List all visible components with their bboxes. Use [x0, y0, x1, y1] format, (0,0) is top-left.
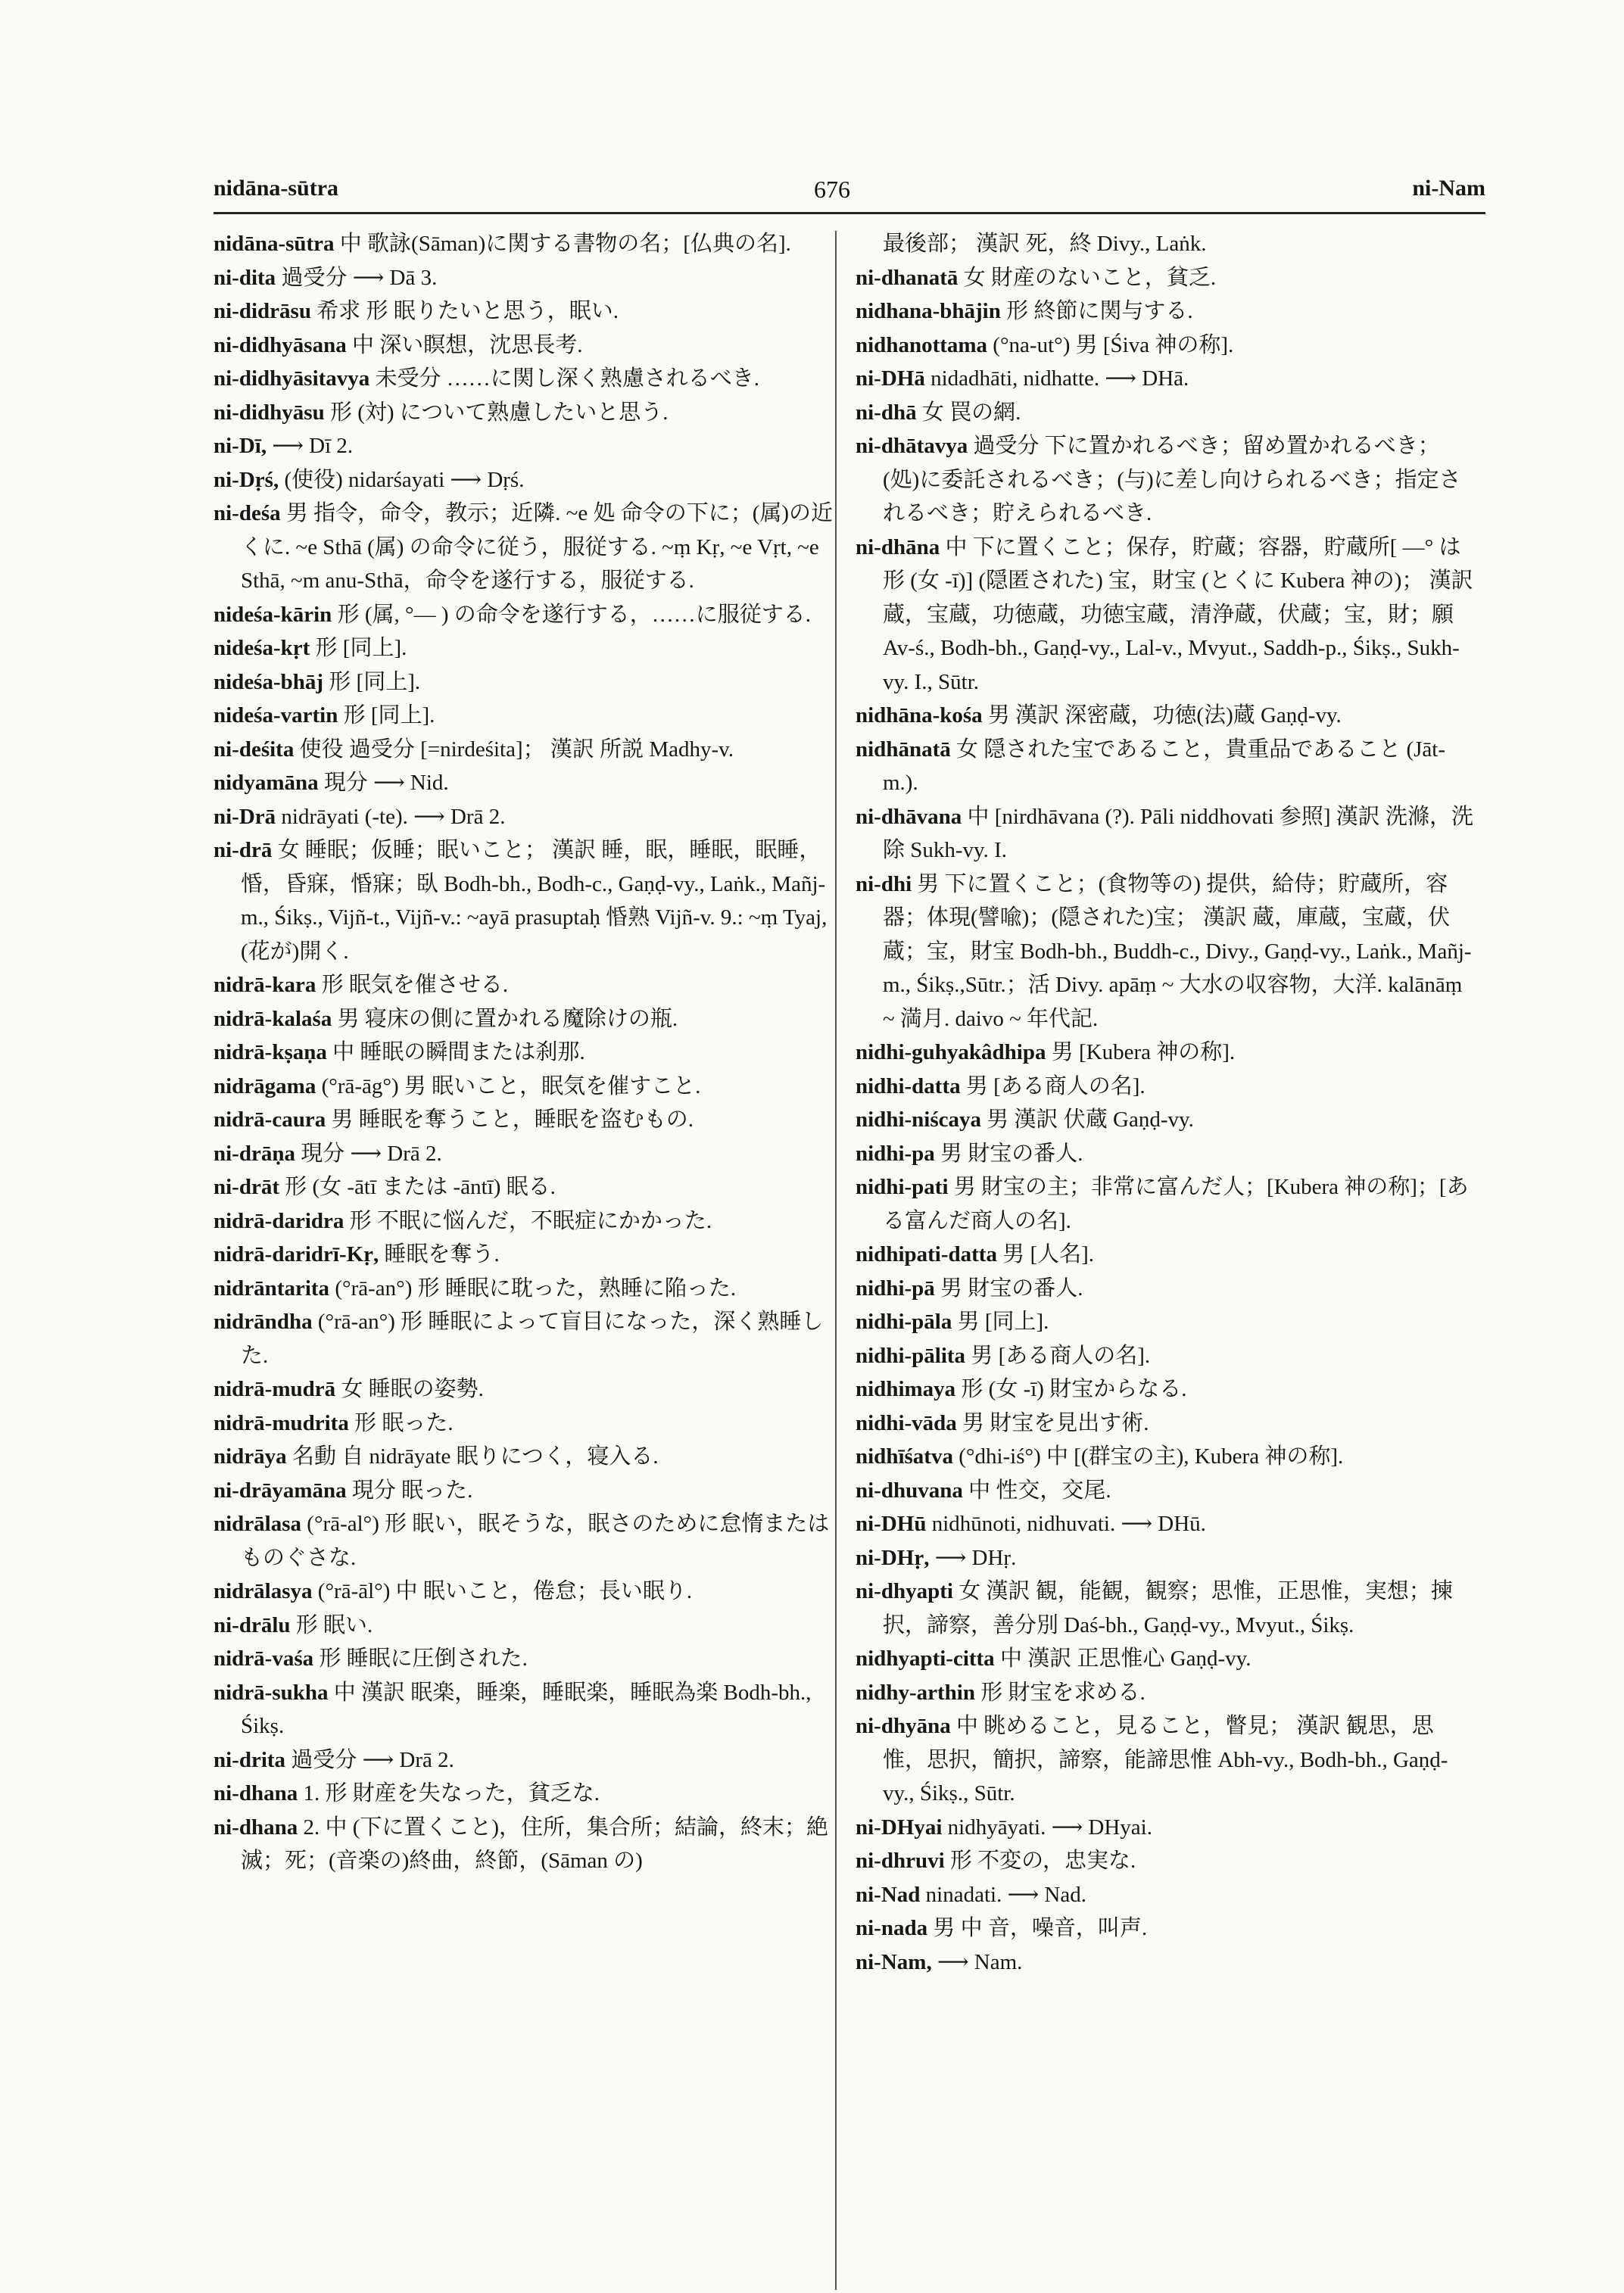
- entry-headword: nidhi-pālita: [856, 1343, 966, 1368]
- dictionary-entry: [214, 362, 834, 396]
- entry-definition: 形 不眠に悩んだ，不眠症にかかった.: [349, 1208, 712, 1233]
- right-column: [856, 227, 1476, 1979]
- entry-headword: ni-Dī,: [214, 434, 267, 458]
- entry-headword: ni-Nam,: [856, 1949, 932, 1974]
- entry-headword: nidrāndha: [214, 1310, 313, 1334]
- entry-headword: ni-didhyāsu: [214, 400, 325, 425]
- dictionary-entry: [856, 429, 1476, 531]
- dictionary-entry: [214, 1002, 834, 1036]
- dictionary-entry: [214, 1407, 834, 1441]
- entry-definition: ⟶ Dī 2.: [272, 434, 354, 458]
- entry-headword: ni-dhuvana: [856, 1478, 963, 1503]
- entry-definition: 名動 自 nidrāyate 眠りにつく，寝入る.: [291, 1444, 659, 1469]
- entry-definition: 女 漢訳 観，能観，観察；思惟，正思惟，実想；揀択，諦察，善分別 Daś-bh., Gaṇḍ-vy., Mvyut., Śikṣ.: [883, 1579, 1453, 1637]
- entry-definition: 現分 ⟶ Nid.: [323, 771, 449, 795]
- entry-headword: nidrālasya: [214, 1579, 313, 1603]
- entry-headword: ni-dhāna: [856, 534, 940, 559]
- entry-definition: (°rā-āl°) 中 眠いこと，倦怠；長い眠り.: [317, 1579, 693, 1603]
- entry-headword: nideśa-kārin: [214, 602, 332, 627]
- entry-headword: ni-dita: [214, 265, 276, 290]
- entry-definition: 男 [ある商人の名].: [965, 1073, 1146, 1098]
- entry-headword: nidhi-guhyakâdhipa: [856, 1040, 1046, 1064]
- dictionary-entry: [214, 598, 834, 632]
- entry-definition: (°dhi-iś°) 中 [(群宝の主), Kubera 神の称].: [959, 1444, 1344, 1469]
- dictionary-entry: [856, 1575, 1476, 1642]
- entry-headword: ni-drāt: [214, 1175, 279, 1199]
- dictionary-entry: [214, 800, 834, 834]
- entry-definition: 中 [nirdhāvana (?). Pāli niddhovati 参照] 漢訳 洗滌，洗除 Sukh-vy. I.: [883, 804, 1473, 862]
- entry-headword: nidrālasa: [214, 1512, 302, 1536]
- entry-headword: ni-Nad: [856, 1882, 921, 1907]
- entry-headword: nidhi-pa: [856, 1141, 935, 1166]
- dictionary-entry: [856, 294, 1476, 329]
- entry-definition: ninadati. ⟶ Nad.: [925, 1882, 1086, 1907]
- entry-headword: nideśa-bhāj: [214, 669, 324, 694]
- entry-definition: 女 財産のないこと，貧乏.: [963, 265, 1217, 290]
- dictionary-entry: [214, 1811, 834, 1878]
- entry-headword: ni-dhana: [214, 1781, 298, 1805]
- entry-headword: ni-Drā: [214, 804, 276, 829]
- entry-headword: ni-drā: [214, 838, 273, 862]
- entry-definition: nidadhāti, nidhatte. ⟶ DHā.: [930, 366, 1189, 391]
- entry-headword: nidhānatā: [856, 737, 951, 762]
- column-divider: [835, 231, 837, 2290]
- entry-headword: nidrā-mudrā: [214, 1377, 336, 1401]
- entry-definition: 希求 形 眠りたいと思う，眠い.: [316, 299, 619, 323]
- dictionary-entry: [214, 631, 834, 665]
- entry-definition: 男 財宝の番人.: [940, 1141, 1083, 1166]
- dictionary-entry: [856, 227, 1476, 261]
- dictionary-entry: [856, 868, 1476, 1036]
- entry-definition: 現分 眠った.: [351, 1478, 473, 1503]
- entry-headword: nidrā-kalaśa: [214, 1006, 332, 1031]
- entry-definition: 1. 形 財産を失なった，貧乏な.: [303, 1781, 600, 1805]
- entry-definition: (°rā-an°) 形 睡眠に耽った，熟睡に陥った.: [335, 1276, 737, 1301]
- dictionary-entry: [856, 396, 1476, 430]
- dictionary-entry: [214, 1372, 834, 1407]
- entry-headword: nidhipati-datta: [856, 1242, 997, 1266]
- entry-headword: nidhimaya: [856, 1377, 956, 1401]
- entry-definition: 男 漢訳 深密蔵，功徳(法)蔵 Gaṇḍ-vy.: [987, 703, 1342, 727]
- header-rule: [214, 212, 1485, 214]
- dictionary-entry: [856, 261, 1476, 295]
- dictionary-entry: [214, 463, 834, 497]
- entry-headword: ni-didhyāsitavya: [214, 366, 370, 391]
- entry-headword: nidrāgama: [214, 1073, 316, 1098]
- dictionary-entry: [214, 665, 834, 699]
- entry-definition: 中 眺めること，見ること，瞥見； 漢訳 観思，思惟，思択，簡択，諦察，能諦思惟 Abh-vy., Bodh-bh., Gaṇḍ-vy., Śikṣ., Sūtr.: [883, 1714, 1448, 1805]
- dictionary-entry: [856, 1103, 1476, 1137]
- entry-definition: 過受分 ⟶ Dā 3.: [281, 265, 438, 290]
- dictionary-entry: [214, 1609, 834, 1643]
- entry-headword: ni-dhā: [856, 400, 917, 425]
- entry-headword: nidhi-vāda: [856, 1410, 957, 1435]
- entry-definition: 中 歌詠(Sāman)に関する書物の名；[仏典の名].: [339, 232, 791, 256]
- left-column: [214, 227, 834, 1878]
- dictionary-entry: [214, 1777, 834, 1811]
- entry-headword: nidāna-sūtra: [214, 232, 335, 256]
- dictionary-entry: [856, 1709, 1476, 1811]
- dictionary-entry: [856, 1676, 1476, 1710]
- running-head-left: nidāna-sūtra: [214, 176, 339, 201]
- entry-headword: ni-DHū: [856, 1512, 927, 1536]
- entry-definition: 形 (女 -ātī または -āntī) 眠る.: [285, 1175, 556, 1199]
- entry-definition: 男 睡眠を奪うこと，睡眠を盗むもの.: [331, 1108, 694, 1132]
- entry-definition: 男 寝床の側に置かれる魔除けの瓶.: [337, 1006, 678, 1031]
- dictionary-entry: [214, 1507, 834, 1575]
- dictionary-entry: [214, 227, 834, 261]
- entry-definition: (°na-ut°) 男 [Śiva 神の称].: [993, 332, 1234, 357]
- entry-headword: nidrā-caura: [214, 1108, 326, 1132]
- dictionary-entry: [856, 1070, 1476, 1104]
- entry-definition: 中 性交，交尾.: [968, 1478, 1111, 1503]
- entry-definition: 男 下に置くこと；(食物等の) 提供，給侍；貯蔵所，容器；体現(譬喩)；(隠された)宝； 漢訳 蔵，庫蔵，宝蔵，伏蔵；宝，財宝 Bodh-bh., Buddh-c., Divy., Gaṇḍ-vy., Laṅk., Mañj-m., Śikṣ.,Sūtr.；活 Divy. apāṃ ~ 大水の収容物，大洋. kalānāṃ ~ 満月. daivo ~ 年代記.: [883, 871, 1472, 1031]
- dictionary-entry: [856, 1137, 1476, 1171]
- dictionary-entry: [214, 1676, 834, 1743]
- entry-headword: ni-nada: [856, 1916, 928, 1940]
- entry-headword: ni-deśita: [214, 737, 295, 762]
- entry-definition: 男 財宝の主；非常に富んだ人；[Kubera 神の称]；[ある富んだ商人の名].: [883, 1175, 1469, 1233]
- entry-headword: ni-DHā: [856, 366, 925, 391]
- entry-headword: ni-didhyāsana: [214, 332, 347, 357]
- dictionary-entry: [214, 1642, 834, 1676]
- dictionary-entry: [856, 1339, 1476, 1373]
- entry-headword: ni-didrāsu: [214, 299, 311, 323]
- entry-headword: ni-dhi: [856, 871, 912, 896]
- running-head-right: ni-Nam: [1412, 176, 1485, 201]
- dictionary-entry: [214, 1575, 834, 1609]
- dictionary-entry: [214, 1204, 834, 1238]
- entry-headword: nidhi-pati: [856, 1175, 949, 1199]
- dictionary-entry: [214, 1170, 834, 1204]
- entry-headword: nidrāya: [214, 1444, 287, 1469]
- dictionary-entry: [856, 699, 1476, 733]
- dictionary-entry: [214, 1272, 834, 1306]
- entry-headword: ni-drita: [214, 1747, 286, 1772]
- entry-headword: nidrā-kara: [214, 973, 316, 997]
- dictionary-entry: [856, 1844, 1476, 1878]
- dictionary-entry: [856, 1407, 1476, 1441]
- dictionary-entry: [856, 1238, 1476, 1272]
- dictionary-entry: [214, 968, 834, 1002]
- entry-definition: 男 財宝の番人.: [940, 1276, 1083, 1301]
- entry-headword: nideśa-kṛt: [214, 636, 310, 660]
- entry-definition: 中 漢訳 眠楽，睡楽，睡眠楽，睡眠為楽 Bodh-bh., Śikṣ.: [241, 1680, 812, 1738]
- dictionary-entry: [856, 1272, 1476, 1306]
- entry-headword: ni-DHṛ,: [856, 1545, 930, 1570]
- dictionary-entry: [214, 1305, 834, 1372]
- entry-definition: 過受分 ⟶ Drā 2.: [291, 1747, 454, 1772]
- entry-definition: 男 財宝を見出す術.: [962, 1410, 1149, 1435]
- entry-definition: 女 睡眠；仮睡；眠いこと； 漢訳 睡，眠，睡眠，眠睡，惛，昏寐，惛寐；臥 Bodh-bh., Bodh-c., Gaṇḍ-vy., Laṅk., Mañj-m., Śikṣ., Vijñ-t., Vijñ-v.: ~ayā prasuptaḥ 惛熟 Vijñ-v. 9.: ~ṃ Tyaj, (花が)開く.: [241, 838, 828, 964]
- entry-definition: 形 終節に関与する.: [1006, 299, 1193, 323]
- entry-headword: nidrāntarita: [214, 1276, 330, 1301]
- entry-definition: 中 深い瞑想，沈思長考.: [351, 332, 583, 357]
- dictionary-entry: [856, 1878, 1476, 1912]
- dictionary-entry: [214, 833, 834, 968]
- entry-definition: 形 [同上].: [315, 636, 407, 660]
- entry-headword: nidrā-kṣaṇa: [214, 1040, 327, 1064]
- dictionary-entry: [214, 396, 834, 430]
- entry-headword: nidhāna-kośa: [856, 703, 983, 727]
- entry-definition: 形 [同上].: [343, 703, 435, 727]
- dictionary-entry: [856, 1811, 1476, 1845]
- entry-definition: 男 [Kubera 神の称].: [1051, 1040, 1236, 1064]
- page-number: 676: [814, 176, 850, 203]
- dictionary-entry: [856, 1911, 1476, 1946]
- dictionary-entry: [214, 1238, 834, 1272]
- entry-headword: nidhi-niścaya: [856, 1108, 981, 1132]
- dictionary-entry: [856, 1642, 1476, 1676]
- entry-definition: nidhyāyati. ⟶ DHyai.: [947, 1815, 1152, 1840]
- entry-definition: 最後部； 漢訳 死，終 Divy., Laṅk.: [883, 232, 1207, 256]
- entry-headword: nidrā-sukha: [214, 1680, 329, 1705]
- entry-definition: 形 眠気を催させる.: [321, 973, 509, 997]
- dictionary-entry: [214, 766, 834, 800]
- entry-headword: ni-dhāvana: [856, 804, 962, 829]
- entry-definition: nidrāyati (-te). ⟶ Drā 2.: [281, 804, 506, 829]
- entry-definition: 女 隠された宝であること，貴重品であること (Jāt-m.).: [883, 737, 1446, 795]
- entry-headword: ni-Dṛś,: [214, 467, 279, 492]
- dictionary-entry: [214, 497, 834, 598]
- dictionary-entry: [856, 1946, 1476, 1980]
- dictionary-entry: [214, 329, 834, 363]
- dictionary-entry: [214, 294, 834, 329]
- entry-definition: ⟶ DHṛ.: [934, 1545, 1017, 1570]
- entry-headword: nidhyapti-citta: [856, 1647, 995, 1671]
- entry-headword: nidhi-datta: [856, 1073, 961, 1098]
- entry-headword: nidrā-vaśa: [214, 1647, 314, 1671]
- entry-headword: ni-DHyai: [856, 1815, 943, 1840]
- entry-definition: (°rā-al°) 形 眠い，眠そうな，眠さのために怠惰またはものぐさな.: [241, 1512, 830, 1570]
- entry-definition: 2. 中 (下に置くこと)，住所，集合所；結論，終末；絶滅；死；(音楽の)終曲，終節，(Sāman の): [241, 1815, 829, 1873]
- entry-definition: 男 [人名].: [1002, 1242, 1095, 1266]
- entry-definition: 形 眠い.: [295, 1612, 373, 1637]
- entry-definition: 女 罠の網.: [921, 400, 1021, 425]
- entry-definition: 形 睡眠に圧倒された.: [319, 1647, 528, 1671]
- entry-headword: nidyamāna: [214, 771, 319, 795]
- entry-definition: 形 (女 -ī) 財宝からなる.: [961, 1377, 1187, 1401]
- entry-definition: 形 財宝を求める.: [980, 1680, 1146, 1705]
- dictionary-entry: [214, 1103, 834, 1137]
- entry-definition: 使役 過受分 [=nirdeśita]； 漢訳 所説 Madhy-v.: [299, 737, 734, 762]
- dictionary-entry: [856, 1170, 1476, 1238]
- entry-definition: 現分 ⟶ Drā 2.: [301, 1141, 442, 1166]
- dictionary-entry: [856, 733, 1476, 800]
- entry-headword: nidrā-mudrita: [214, 1410, 349, 1435]
- entry-definition: 睡眠を奪う.: [384, 1242, 500, 1266]
- dictionary-entry: [214, 261, 834, 295]
- entry-definition: 中 下に置くこと；保存，貯蔵；容器，貯蔵所[ —° は形 (女 -ī)] (隠匿された) 宝，財宝 (とくに Kubera 神の)； 漢訳 蔵，宝蔵，功徳蔵，功徳宝蔵，清浄蔵，伏蔵；宝，財；願 Av-ś., Bodh-bh., Gaṇḍ-vy., Lal-v., Mvyut., Saddh-p., Śikṣ., Sukh-vy. I., Sūtr.: [883, 534, 1473, 694]
- dictionary-entry: [856, 1372, 1476, 1407]
- entry-headword: ni-dhātavya: [856, 434, 968, 458]
- entry-headword: nidhanottama: [856, 332, 988, 357]
- dictionary-entry: [214, 699, 834, 733]
- entry-definition: 形 (対) について熟慮したいと思う.: [329, 400, 669, 425]
- entry-headword: ni-drālu: [214, 1612, 291, 1637]
- dictionary-entry: [856, 329, 1476, 363]
- dictionary-entry: [214, 1474, 834, 1508]
- entry-definition: 形 (属, °— ) の命令を遂行する，……に服従する.: [337, 602, 811, 627]
- entry-headword: nidhi-pāla: [856, 1310, 952, 1334]
- dictionary-entry: [856, 1036, 1476, 1070]
- entry-headword: nideśa-vartin: [214, 703, 338, 727]
- entry-definition: 男 [ある商人の名].: [971, 1343, 1151, 1368]
- dictionary-entry: [856, 1541, 1476, 1575]
- entry-definition: 男 漢訳 伏蔵 Gaṇḍ-vy.: [987, 1108, 1194, 1132]
- dictionary-entry: [214, 1440, 834, 1474]
- dictionary-entry: [856, 362, 1476, 396]
- entry-definition: (使役) nidarśayati ⟶ Dṛś.: [284, 467, 525, 492]
- entry-headword: nidrā-daridra: [214, 1208, 344, 1233]
- dictionary-entry: [856, 1474, 1476, 1508]
- dictionary-entry: [856, 800, 1476, 868]
- entry-definition: 中 漢訳 正思惟心 Gaṇḍ-vy.: [999, 1647, 1252, 1671]
- dictionary-entry: [856, 1440, 1476, 1474]
- dictionary-entry: [214, 1137, 834, 1171]
- entry-definition: 男 [同上].: [957, 1310, 1049, 1334]
- entry-headword: ni-dhana: [214, 1815, 298, 1840]
- entry-definition: 過受分 下に置かれるべき；留め置かれるべき；(処)に委託されるべき；(与)に差し向けられるべき；指定されるべき；貯えられるべき.: [883, 434, 1461, 525]
- entry-headword: ni-drāṇa: [214, 1141, 295, 1166]
- entry-headword: nidhi-pā: [856, 1276, 935, 1301]
- entry-headword: ni-dhanatā: [856, 265, 959, 290]
- entry-headword: ni-drāyamāna: [214, 1478, 347, 1503]
- dictionary-entry: [856, 531, 1476, 699]
- entry-headword: nidhīśatva: [856, 1444, 953, 1469]
- entry-definition: 未受分 ……に関し深く熟慮されるべき.: [375, 366, 760, 391]
- entry-headword: ni-dhyapti: [856, 1579, 953, 1603]
- entry-headword: nidhana-bhājin: [856, 299, 1001, 323]
- entry-headword: nidhy-arthin: [856, 1680, 975, 1705]
- dictionary-entry: [214, 1036, 834, 1070]
- entry-definition: 形 眠った.: [354, 1410, 454, 1435]
- entry-headword: ni-dhyāna: [856, 1714, 951, 1738]
- entry-definition: ⟶ Nam.: [937, 1949, 1023, 1974]
- entry-definition: 中 睡眠の瞬間または刹那.: [332, 1040, 585, 1064]
- entry-definition: 女 睡眠の姿勢.: [341, 1377, 484, 1401]
- dictionary-entry: [214, 429, 834, 463]
- dictionary-entry: [856, 1305, 1476, 1339]
- entry-definition: 形 [同上].: [329, 669, 421, 694]
- entry-definition: 男 中 音，噪音，叫声.: [933, 1916, 1148, 1940]
- dictionary-entry: [214, 1070, 834, 1104]
- entry-headword: ni-deśa: [214, 501, 281, 525]
- entry-headword: nidrā-daridrī-Kṛ,: [214, 1242, 379, 1266]
- dictionary-entry: [214, 733, 834, 767]
- entry-definition: (°rā-an°) 形 睡眠によって盲目になった，深く熟睡した.: [241, 1310, 824, 1368]
- dictionary-entry: [214, 1743, 834, 1777]
- entry-definition: 形 不変の，忠実な.: [949, 1849, 1136, 1873]
- entry-definition: (°rā-āg°) 男 眠いこと，眠気を催すこと.: [321, 1073, 701, 1098]
- entry-definition: 男 指令，命令，教示；近隣. ~e 処 命令の下に；(属)の近くに. ~e Sthā (属) の命令に従う，服従する. ~ṃ Kṛ, ~e Vṛt, ~e Sthā, ~m anu-Sthā，命令を遂行する，服従する.: [241, 501, 834, 593]
- entry-headword: ni-dhruvi: [856, 1849, 945, 1873]
- dictionary-entry: [856, 1507, 1476, 1541]
- entry-definition: nidhūnoti, nidhuvati. ⟶ DHū.: [931, 1512, 1206, 1536]
